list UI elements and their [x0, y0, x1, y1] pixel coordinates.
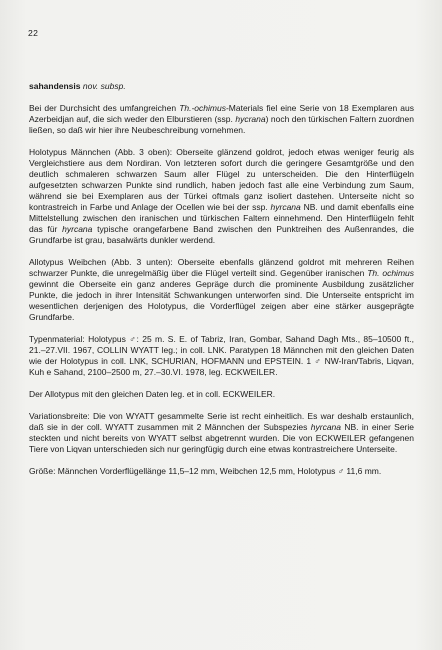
paragraph-allotypus — [29, 257, 414, 323]
paragraph-introduction — [29, 103, 414, 136]
text-run: typische orangefarbene Band zwischen den Punktreihen des Außenrandes, die Grundfarbe ist grau, basalwärts dunkler werdend. — [29, 224, 414, 245]
paragraph-allotypus-data: Der Allotypus mit den gleichen Daten leg. et in coll. ECKWEILER. — [29, 389, 276, 399]
species-name: hyrcana — [310, 422, 342, 432]
paragraph-variationsbreite — [29, 411, 414, 455]
species-name: hyrcana — [270, 202, 301, 212]
page-body — [29, 81, 414, 488]
text-run: Variationsbreite: Die von WYATT gesammelte Serie ist recht einheitlich. Es war deshalb erstaunlich, daß sie in der coll. WYATT zusammen mit 2 Männchen der Subspezies — [29, 411, 414, 432]
paragraph-groesse: Größe: Männchen Vorderflügellänge 11,5–12 mm, Weibchen 12,5 mm, Holotypus ♂ 11,6 mm. — [29, 466, 382, 476]
species-name: hycrana — [235, 114, 266, 124]
species-name: hyrcana — [62, 224, 93, 234]
text-run: NB. in einer Serie steckten und nicht bereits von WYATT selbst abgetrennt wurden. Die von ECKWEILER gefangenen Tiere von Liqvan unterschieden sich nur geringfügig durch eine etwas kontrastreichere Unterseite. — [29, 422, 414, 454]
species-name: Th.-ochimus — [179, 103, 226, 113]
page-number: 22 — [28, 28, 39, 38]
text-run: Allotypus Weibchen (Abb. 3 unten): Oberseite ebenfalls glänzend goldrot mit mehreren Reihen schwarzer Punkte, die unregelmäßig über die Flügel verteilt sind. Gegenüber iranischen — [29, 257, 414, 278]
text-run: NB. und damit ebenfalls eine Mittelstellung zwischen den iranischen und türkischen Faltern einnehmend. Den Hinterflügeln fehlt das für — [29, 202, 414, 234]
text-run: Bei der Durchsicht des umfangreichen — [29, 103, 180, 113]
text-run: gewinnt die Oberseite ein ganz anderes Gepräge durch die prominente Ausbildung zusätzlicher Punkte, die jedoch in ihrer Intensität Schwankungen unterworfen sind. Die Unterseite entspricht im wesentlichen derjenigen des Holotypus, die Vorderflügel zeigen aber eine stärker ausgeprägte Grundfarbe. — [29, 279, 414, 322]
species-name: Th. ochimus — [367, 268, 415, 278]
paragraph-holotypus — [29, 147, 414, 246]
text-run: Holotypus Männchen (Abb. 3 oben): Oberseite glänzend goldrot, jedoch etwas weniger feurig als Vergleichstiere aus dem Nordiran. Von letzteren sofort durch die geringere Gesamtgröße und den deutlich schmaleren schwarzen Saum aller Flügel zu unterscheiden. Die den Hinterflügeln aufgesetzten schwarzen Punkte sind rundlich, haben jedoch fast alle eine Verbindung zum Saum, während sie bei Exemplaren aus der Türkei oftmals ganz isoliert dastehen. Unterseite nicht so kontrastreich in Farbe und Anlage der Ocellen wie bei der ssp. — [29, 147, 414, 212]
text-run: -Materials fiel eine Serie von 18 Exemplaren aus Azerbeidjan auf, die sich weder den Elburstieren (ssp. — [29, 103, 414, 124]
paragraph-typenmaterial: Typenmaterial: Holotypus ♂: 25 m. S. E. of Tabriz, Iran, Gombar, Sahand Dagh Mts., 85–10500 ft., 21.–27.VII. 1967, COLLIN WYATT leg.; in coll. LNK. Paratypen 18 Männchen mit den gleichen Daten wie der Holotypus in coll. LNK, SCHURIAN, HOFMANN und EPSTEIN. 1 ♂ NW-Iran/Tabris, Liqvan, Kuh e Sahand, 2100–2500 m, 27.–30.VI. 1978, leg. ECKWEILER. — [29, 334, 414, 377]
text-run: ) noch den türkischen Faltern zuordnen ließen, so daß wir hier ihre Neubeschreibung vornehmen. — [29, 114, 414, 135]
taxon-status: nov. subsp. — [80, 81, 126, 91]
taxon-heading — [29, 81, 414, 92]
taxon-name: sahandensis — [29, 81, 81, 91]
